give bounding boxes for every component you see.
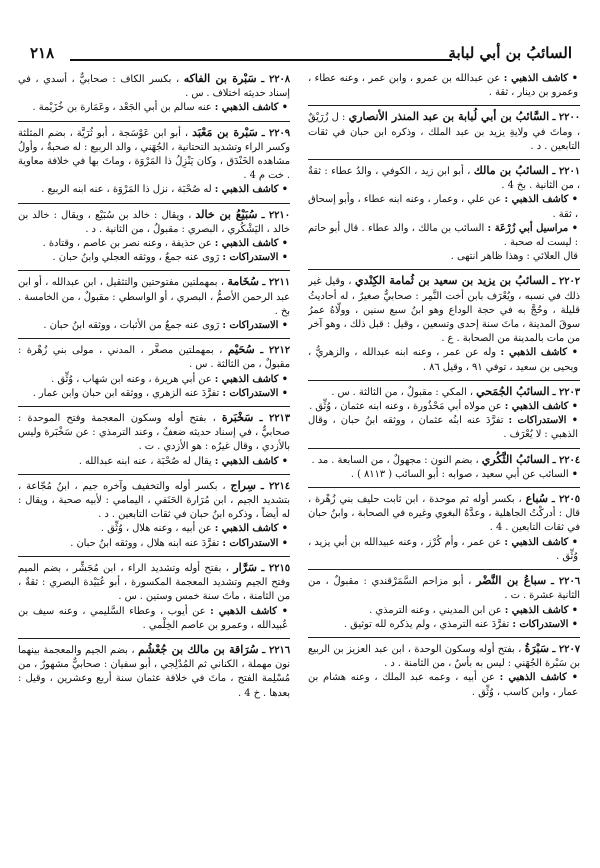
left-column bbox=[18, 72, 290, 862]
entry-heading bbox=[308, 453, 580, 468]
entry-heading bbox=[18, 479, 290, 523]
source-label: • الاستدراكات : bbox=[222, 252, 288, 264]
narrator-name: سُحَيْم bbox=[227, 343, 255, 357]
entry-separator bbox=[308, 569, 580, 570]
entry-separator bbox=[18, 474, 290, 475]
entry-heading bbox=[308, 385, 580, 400]
source-text: يقال له صُحْبَة ، عنه ابنه عبدالله . bbox=[78, 455, 212, 467]
narrator-name: سَخْبَرة bbox=[221, 411, 254, 425]
source-label: • كاشف الذهبي : bbox=[504, 194, 579, 206]
biography-entry bbox=[18, 72, 290, 116]
narrator-name: السائبُ بن مالك bbox=[473, 164, 549, 178]
entry-number: ٢٢١٥ ـ bbox=[261, 562, 290, 574]
source-label: • كاشف الذهبي : bbox=[214, 373, 288, 385]
source-note bbox=[18, 237, 290, 251]
entry-text: ، وقيل غير ذلك في نسبه ، ويُعْرَف بابن أخت النَّمِر : صحابيٌّ صغيرٌ ، له أحاديثُ قليلة ، وحُجَّ به في حجة الوداع وهو ابنُ سبع سنين ، وولّاهُ عمرُ سوقَ المدينة ، ماتَ سنة إحدى وتسعين ، وقيل : قبل ذلك ، وهو آخر من مات بالمدينة من الصحابة . ع . bbox=[308, 276, 580, 345]
source-text: السائب عن أبي سعيد ، صوابه : أبو السائب ( ٨١١٣ ) . bbox=[350, 468, 569, 480]
source-text: وله عن عمر ، وعنه ابنه عبدالله ، والزهريُّ ، ويحيى بن سعيد ، توفي ٩١ ، وقيل ٨٦ . bbox=[308, 347, 578, 373]
narrator-name: سُباع bbox=[525, 492, 549, 506]
entry-separator bbox=[18, 406, 290, 407]
narrator-name: سُرَاقة بن مالك بن جُعْشُم bbox=[138, 642, 259, 656]
narrator-name: سُبَيْعُ بن خالد bbox=[195, 207, 258, 221]
narrator-name: سَرَّار bbox=[233, 560, 257, 574]
entry-text: ، بضم الجيم والمعجمة بينهما نون مهملة ، الكناني ثم المُدْلِجي ، أبو سفيان : صحابيٌّ مشهورٌ ، من مُسْلِمة الفتح ، ماتَ في خلافة عثمان سنة أربع وعشرين ، وقيل : بعدها . خ 4 . bbox=[18, 644, 290, 699]
entry-number: ٢٢٠٢ ـ bbox=[552, 276, 580, 288]
entry-text: ، أبو ابن عَوْسَجة ، أبو ثُرَيَّة ، بضم المثلثة وكسر الراء وتشديد التحتانية ، الجُهَني ، والد الربيع : له صحبةٌ ، وأولُ مشاهده الخَنْدَق ، وكان يَنْزِلُ ذا المَرْوَة ، وماتَ بها في خلافة معاوية . خت م 4 . bbox=[18, 127, 290, 182]
narrator-name: السائبُ الجُمَحي bbox=[476, 384, 550, 398]
biography-entry bbox=[308, 453, 580, 482]
entry-number: ٢٢٠٣ ـ bbox=[552, 386, 580, 398]
entry-heading bbox=[308, 574, 580, 603]
source-note bbox=[308, 604, 580, 618]
entry-number: ٢٢٠٦ ـ bbox=[551, 576, 580, 588]
entry-separator bbox=[308, 448, 580, 449]
narrator-name: سُخَامة bbox=[227, 275, 259, 289]
narrator-name: سَبْرَةُ bbox=[524, 641, 550, 655]
entry-heading bbox=[18, 411, 290, 455]
source-note bbox=[308, 250, 580, 264]
source-label: • كاشف الذهبي : bbox=[504, 536, 579, 548]
biography-entry bbox=[18, 126, 290, 198]
narrator-name: سِراج bbox=[230, 478, 256, 492]
source-text: عن حذيفة ، وعنه نصر بن عاصم ، وقتادة . bbox=[42, 238, 212, 250]
source-label: • الاستدراكات : bbox=[512, 618, 578, 630]
entry-separator bbox=[308, 380, 580, 381]
biography-entry bbox=[308, 164, 580, 264]
biography-entry bbox=[18, 643, 290, 701]
entry-text: ، بكسر أوله ثم موحدة ، ابن ثابت حليف بني زُهْرة ، قال : أدركْتُ الجاهلية ، وعدَّهُ البغوي وغيره في الصحابة ، وابنُ حبان في ثقات التابعين . 4 . bbox=[308, 494, 580, 534]
entry-number: ٢٢٠٤ ـ bbox=[552, 454, 580, 466]
entry-heading bbox=[18, 343, 290, 372]
source-note bbox=[308, 72, 580, 100]
entry-heading bbox=[18, 208, 290, 237]
entry-number: ٢٢١٦ ـ bbox=[262, 644, 290, 656]
source-note bbox=[308, 671, 580, 699]
entry-separator bbox=[18, 556, 290, 557]
entry-number: ٢٢٠٩ ـ bbox=[261, 127, 290, 139]
entry-text: ، بفتح أوله وتشديد الراء ، ابن مُجَشِّر ، بضم الميم وفتح الجيم وتشديد المعجمة المكسورة ، أبو عُبَيْدة البصري : ثقةٌ ، من الثامنة ، ماتَ سنة خمس وستين . س . bbox=[18, 562, 290, 603]
entry-number: ٢٢٠١ ـ bbox=[552, 166, 580, 178]
entry-heading bbox=[18, 72, 290, 101]
source-note bbox=[308, 346, 580, 374]
biography-entry bbox=[18, 479, 290, 551]
entry-separator bbox=[18, 121, 290, 122]
source-text: تفرَّدَ عنه الزهري ، ووثقه ابن حبان وابن عمار . bbox=[32, 387, 220, 399]
source-note bbox=[18, 522, 290, 536]
biography-entry bbox=[18, 411, 290, 469]
source-note bbox=[18, 455, 290, 469]
entry-heading bbox=[18, 561, 290, 605]
entry-text: ، بمهملتين مفتوحتين والتثقيل ، ابن عبدالله ، أو ابن عبد الرحمن الأصمُّ ، البصري ، أو الواسطي : مقبولٌ ، من الخامسة . بخ . bbox=[18, 277, 290, 317]
entry-text: ، بفتح أوله وسكون المعجمة وفتح الموحدة : صحابيٌّ ، في إسناد حديثه ضعفٌ ، وعند الترمذي : عن سَخْبَرة وليس بالأزدي ، وقال غيرُه : هو الأزدي . ت . bbox=[18, 413, 290, 453]
entry-text: ، بكسر أوله والتخفيف وآخره جيم ، ابنُ مُجّاعة ، بتشديد الجيم ، ابن مُرَارة الحَنَفي ، اليمامي : لأبيه صحبة ، ويقال : له أيضاً ، وذكره ابنُ حبان في ثقات التابعين . د . bbox=[18, 480, 290, 521]
entry-number: ٢٢١٣ ـ bbox=[259, 413, 290, 425]
entry-separator bbox=[18, 338, 290, 339]
entry-text: ، بكسر الكاف : صحابيٌّ ، أسدي ، في إسناد حديثه اختلاف . س . bbox=[18, 74, 290, 100]
source-label: • الاستدراكات : bbox=[222, 537, 288, 549]
entry-number: ٢٢٠٨ ـ bbox=[261, 74, 290, 85]
source-text: عن علي ، وعمار ، وعنه ابنه عطاء ، وأبو إسحاق ، ثقة . bbox=[308, 194, 578, 220]
right-column bbox=[308, 72, 580, 862]
biography-entry bbox=[308, 72, 580, 100]
entry-heading bbox=[308, 642, 580, 671]
source-label: • الاستدراكات : bbox=[222, 387, 288, 399]
entry-text: ، أبو مزاحم السَّمَرْقندي : مقبولٌ ، من الثانية عشرة . ت . bbox=[308, 576, 580, 602]
source-note bbox=[308, 618, 580, 632]
source-text: رَوى عنه جمعٌ من الأثبات ، ووثقه ابنُ حبان . bbox=[43, 320, 220, 332]
source-note bbox=[308, 400, 580, 414]
biography-entry bbox=[308, 642, 580, 700]
entry-separator bbox=[308, 487, 580, 488]
source-text: عن أبي هريرة ، وعنه ابن شهاب ، وُثِّق . bbox=[51, 373, 212, 385]
entry-separator bbox=[308, 159, 580, 160]
source-label: • الاستدراكات : bbox=[508, 415, 578, 427]
source-note bbox=[18, 605, 290, 633]
entry-separator bbox=[308, 105, 580, 106]
page-number: ٢١٨ bbox=[30, 44, 55, 62]
source-text: تفرَّدَ عنه ابنه هلال ، ووثقه ابنُ حبان . bbox=[70, 537, 220, 549]
entry-number: ٢٢٠٧ ـ bbox=[552, 643, 580, 655]
entry-heading bbox=[308, 274, 580, 346]
source-note bbox=[18, 387, 290, 401]
entry-heading bbox=[308, 164, 580, 193]
source-text: قال العلائي : وهذا ظاهر انتهى . bbox=[450, 251, 578, 263]
entry-number: ٢٢١٠ ـ bbox=[261, 209, 290, 221]
source-note bbox=[308, 536, 580, 564]
entry-heading bbox=[18, 275, 290, 319]
source-label: • مراسيل أبي زُرْعَة : bbox=[487, 222, 578, 234]
source-label: • كاشف الذهبي : bbox=[214, 184, 288, 196]
biography-entry bbox=[308, 385, 580, 443]
entry-number: ٢٢١١ ـ bbox=[262, 277, 290, 289]
narrator-name: السائبُ الثَّكُري bbox=[481, 452, 550, 466]
entry-number: ٢٢٠٥ ـ bbox=[551, 494, 580, 506]
entry-text: ، بفتح أوله وسكون الوحدة ، ابن عبد العزيز بن الربيع بن سَبْرة الجُهَني : ليس به بأسٌ ، من الثامنة . د . bbox=[308, 643, 580, 670]
biography-entry bbox=[18, 561, 290, 633]
entry-text: ، بضم النون : مجهولٌ ، من السابعة . مد . bbox=[311, 454, 479, 466]
entry-number: ٢٢٠٠ ـ bbox=[552, 112, 580, 124]
biography-entry bbox=[308, 110, 580, 154]
entry-separator bbox=[308, 637, 580, 638]
source-note bbox=[18, 537, 290, 551]
biography-entry bbox=[308, 274, 580, 374]
source-note bbox=[18, 373, 290, 387]
entry-number: ٢٢١٤ ـ bbox=[260, 480, 290, 492]
source-text: عن عبدالله بن عمرو ، وابن عمر ، وعنه عطاء ، وعمرو بن دينار ، ثقة . bbox=[308, 73, 578, 99]
biography-entry bbox=[18, 208, 290, 266]
biography-entry bbox=[308, 492, 580, 564]
running-head-title: السائبُ بن أبي لبابة bbox=[448, 44, 572, 62]
narrator-name: سَبْرة بن مَعْبَد bbox=[192, 125, 258, 139]
source-note bbox=[308, 468, 580, 482]
source-label: • bbox=[571, 468, 578, 480]
source-note bbox=[18, 251, 290, 265]
header-rule bbox=[70, 59, 452, 61]
source-text: عنه سالم بن أبي الجَعْد ، وعَمَارة بن خُزَيْمة . bbox=[32, 102, 212, 114]
entry-heading bbox=[308, 492, 580, 536]
entry-text: : ل زُرَيْقٌ ، وماتَ في ولايةِ يزيد بن عبد الملك ، وذكره ابن حبان في ثقات التابعين . د . bbox=[308, 112, 580, 152]
source-label: • كاشف الذهبي : bbox=[504, 401, 578, 413]
source-label: • كاشف الذهبي : bbox=[214, 523, 288, 535]
entry-heading bbox=[18, 643, 290, 701]
narrator-name: السَّائبُ بن أبي لُبابة بن عبد المنذر الأنصاري bbox=[348, 110, 550, 124]
source-note bbox=[308, 414, 580, 442]
source-text: عن عمر ، وأم كُرْز ، وعنه عبيدالله بن أبي يزيد ، وُثِّق . bbox=[308, 536, 578, 562]
entry-separator bbox=[18, 270, 290, 271]
narrator-name: سَبْرة بن الفاكه bbox=[183, 72, 257, 85]
biography-entry bbox=[18, 343, 290, 401]
source-text: عن أبيه ، وعمه عبد الملك ، وعنه هشام بن عمار ، وابن كاسب ، وُثِّق . bbox=[308, 672, 578, 698]
entry-text: ، بمهملتين مصغَّر ، المدني ، مولى بني زُهْرة : مقبولٌ ، من الثالثة . س . bbox=[18, 345, 290, 371]
entry-text: ، المكي : مقبولٌ ، من الثالثة . س . bbox=[331, 386, 473, 398]
source-label: • كاشف الذهبي : bbox=[504, 604, 578, 616]
source-text: تفرَّدَ عنه الترمذي ، ولم يذكره لله توثيق . bbox=[343, 618, 510, 630]
source-note bbox=[18, 101, 290, 115]
entry-heading bbox=[18, 126, 290, 184]
source-note bbox=[18, 183, 290, 197]
entry-text: ، ويقال : خالد بن سُبَيْع ، ويقال : خالد بن خالد ، اليَشْكُري ، البصري : مقبولٌ ، من الثانية . د . bbox=[18, 209, 290, 235]
running-head bbox=[0, 44, 600, 68]
source-label: • كاشف الذهبي : bbox=[500, 347, 579, 359]
source-label: • الاستدراكات : bbox=[222, 320, 288, 332]
source-text: السائب بن مالك ، والد عطاء . قال أبو حاتم : ليست له صحبة . bbox=[308, 222, 578, 249]
entry-heading bbox=[308, 110, 580, 154]
source-label: • كاشف الذهبي : bbox=[503, 73, 578, 84]
source-label: • كاشف الذهبي : bbox=[499, 672, 578, 684]
source-note bbox=[308, 193, 580, 221]
source-text: رَوى عنه جمعٌ ، ووثقه العجلي وابنُ حبان . bbox=[52, 252, 220, 264]
entry-separator bbox=[308, 269, 580, 270]
biography-entry bbox=[308, 574, 580, 632]
source-note bbox=[18, 319, 290, 333]
narrator-name: السائبُ بن يزيد بن سعيد بن ثُمامة الكِنْدي bbox=[355, 274, 549, 288]
source-text: عن مولاه أبي مَحْذُورة ، وعنه ابنه عثمان ، وُثِّق . bbox=[309, 401, 502, 413]
entry-separator bbox=[18, 638, 290, 639]
source-text: تفرَّدَ عنه ابنُه عثمان ، ووثقه ابنُ حبان ، وقال الذهبي : لا يُعْرَف . bbox=[308, 415, 578, 441]
entry-number: ٢٢١٢ ـ bbox=[260, 345, 290, 357]
source-text: عن أيوب ، وعطاء السَّليمي ، وعنه سيف بن عُبيدالله ، وعمرو بن عاصم الخِلْمي . bbox=[18, 605, 288, 631]
narrator-name: سباعُ بن النَّضْر bbox=[476, 574, 547, 588]
source-label: • كاشف الذهبي : bbox=[214, 238, 288, 250]
source-text: له صُحْبَة ، نزل ذا المَرْوَة ، عنه ابنه الربيع . bbox=[41, 184, 212, 196]
source-text: عن أبيه ، وعنه هلال ، وُثِّق . bbox=[100, 523, 212, 535]
entry-separator bbox=[18, 203, 290, 204]
biography-entry bbox=[18, 275, 290, 333]
entry-text: ، أبو ابن زيد ، الكوفي ، والدُ عطاء : ثقةٌ ، من الثانية . بخ 4 . bbox=[308, 166, 580, 192]
source-label: • كاشف الذهبي : bbox=[210, 605, 289, 617]
source-note bbox=[308, 222, 580, 250]
source-label: • كاشف الذهبي : bbox=[214, 455, 288, 467]
source-text: عن ابن المديني ، وعنه الترمذي . bbox=[369, 604, 502, 616]
source-label: • كاشف الذهبي : bbox=[214, 102, 288, 114]
